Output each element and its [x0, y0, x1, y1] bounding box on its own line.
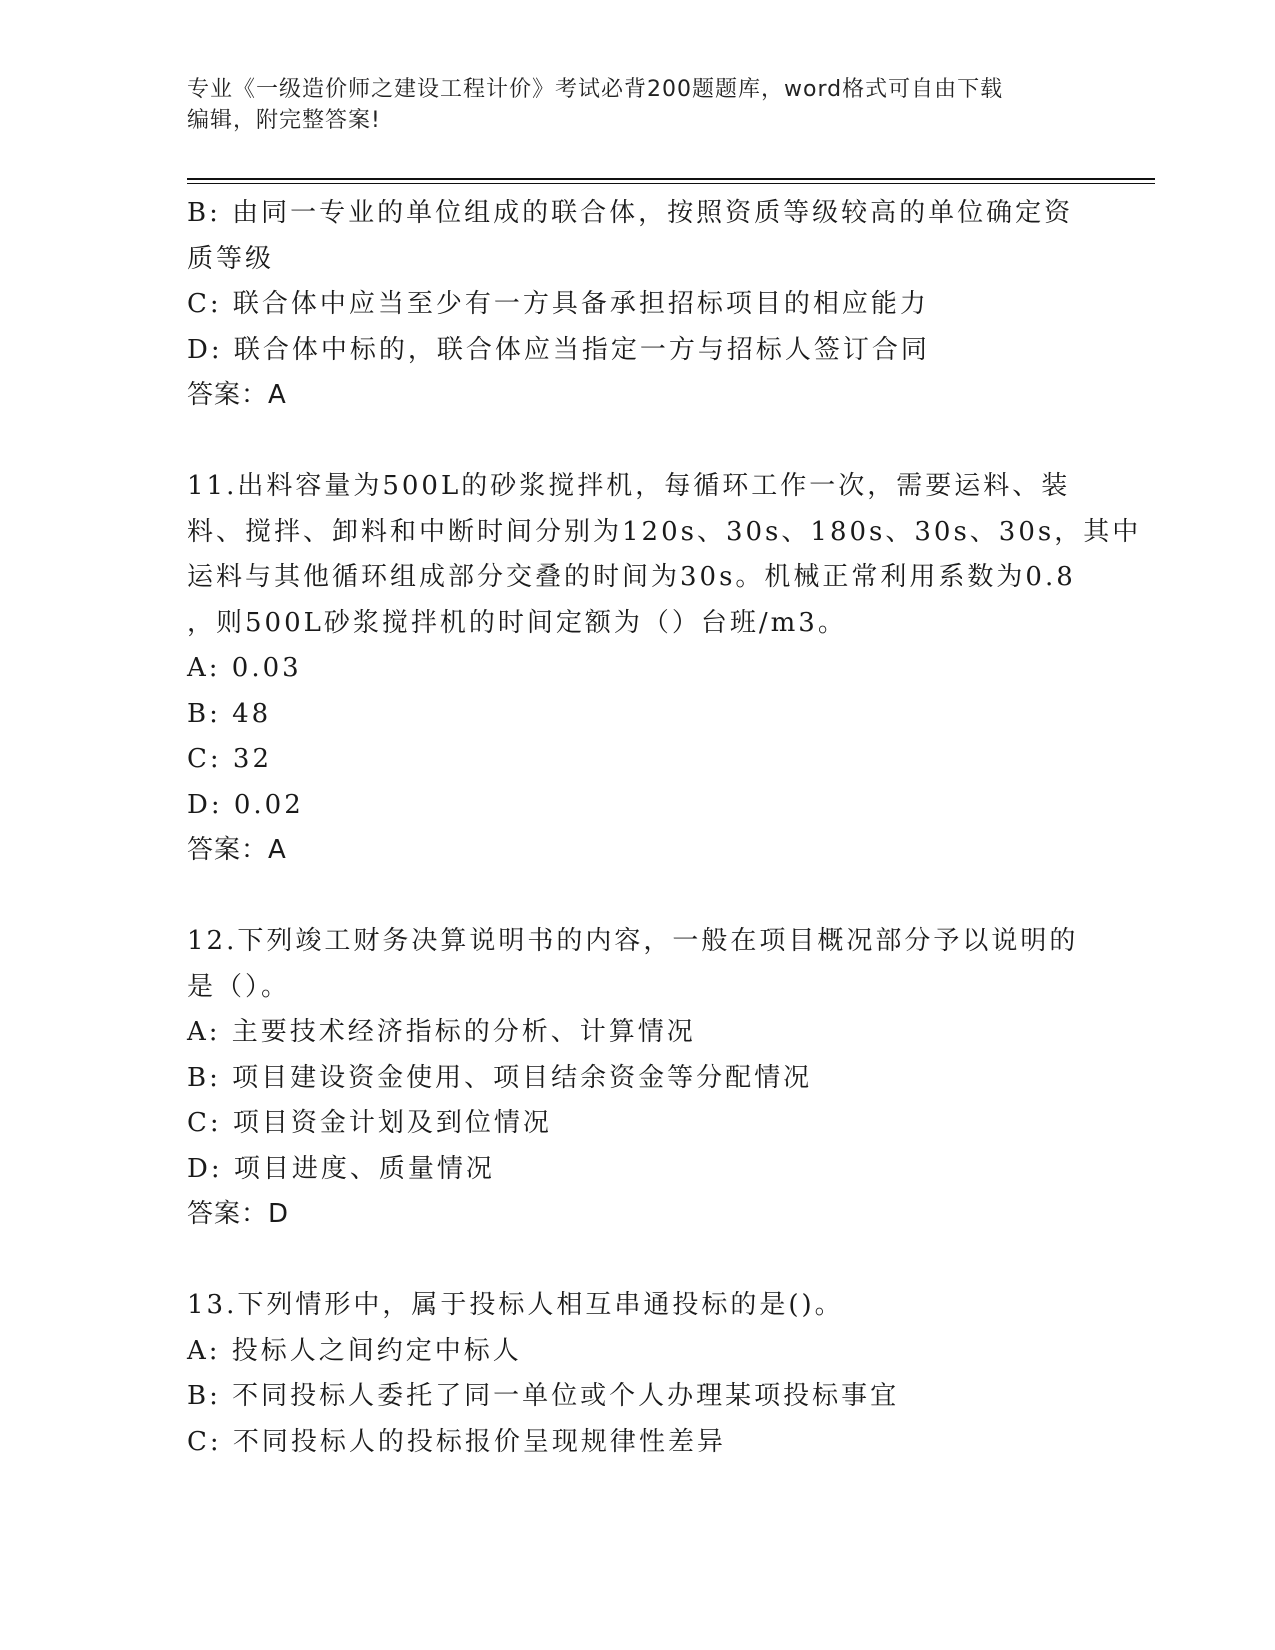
option-b: B: 48: [187, 698, 272, 729]
question-stem: 13.下列情形中，属于投标人相互串通投标的是()。: [187, 1290, 844, 1320]
option-b: B: 不同投标人委托了同一单位或个人办理某项投标事宜: [187, 1381, 900, 1411]
spacer: [187, 1238, 1087, 1284]
option-c: C: 不同投标人的投标报价呈现规律性差异: [187, 1426, 726, 1457]
question-stem: 12.下列竣工财务决算说明书的内容，一般在项目概况部分予以说明的: [187, 926, 1079, 956]
spacer: [187, 874, 1087, 920]
answer-label: 答案：A: [187, 835, 287, 865]
question-content: [187, 191, 1142, 1465]
question-stem-continued: 是（）。: [187, 971, 291, 1002]
option-b-continued: 质等级: [187, 243, 275, 274]
spacer: [187, 419, 1087, 465]
option-d: D: 项目进度、质量情况: [187, 1153, 495, 1184]
option-d: D: 联合体中标的，联合体应当指定一方与招标人签订合同: [187, 334, 930, 365]
question-stem-continued: 运料与其他循环组成部分交叠的时间为30s。机械正常利用系数为0.8: [187, 562, 1076, 592]
option-a: A: 主要技术经济指标的分析、计算情况: [187, 1017, 696, 1047]
question-stem-continued: 料、搅拌、卸料和中断时间分别为120s、30s、180s、30s、30s，其中: [187, 516, 1142, 547]
option-c: C: 项目资金计划及到位情况: [187, 1108, 552, 1138]
document-header: [187, 74, 1087, 136]
option-b: B: 项目建设资金使用、项目结余资金等分配情况: [187, 1062, 813, 1093]
option-a: A: 投标人之间约定中标人: [187, 1335, 522, 1366]
answer-label: 答案：D: [187, 1199, 290, 1229]
option-c: C: 联合体中应当至少有一方具备承担招标项目的相应能力: [187, 289, 929, 319]
question-stem-continued: ，则500L砂浆搅拌机的时间定额为（）台班/m3。: [187, 607, 847, 638]
question-12-block: [187, 919, 1087, 1238]
option-a: A: 0.03: [187, 653, 302, 683]
option-c: C: 32: [187, 744, 273, 774]
option-b: B: 由同一专业的单位组成的联合体，按照资质等级较高的单位确定资: [187, 198, 1074, 228]
answer-label: 答案：A: [187, 380, 287, 410]
question-stem: 11.出料容量为500L的砂浆搅拌机，每循环工作一次，需要运料、装: [187, 471, 1071, 501]
header-line-1: 专业《一级造价师之建设工程计价》考试必背200题题库，word格式可自由下载: [187, 77, 1004, 102]
header-line-2: 编辑，附完整答案!: [187, 108, 381, 133]
option-d: D: 0.02: [187, 789, 304, 820]
header-rule-thin: [187, 183, 1155, 184]
question-11-block: [187, 464, 1142, 874]
question-13-block: [187, 1283, 1087, 1465]
question-10-block: [187, 191, 1087, 419]
header-rule-thick: [187, 178, 1155, 180]
